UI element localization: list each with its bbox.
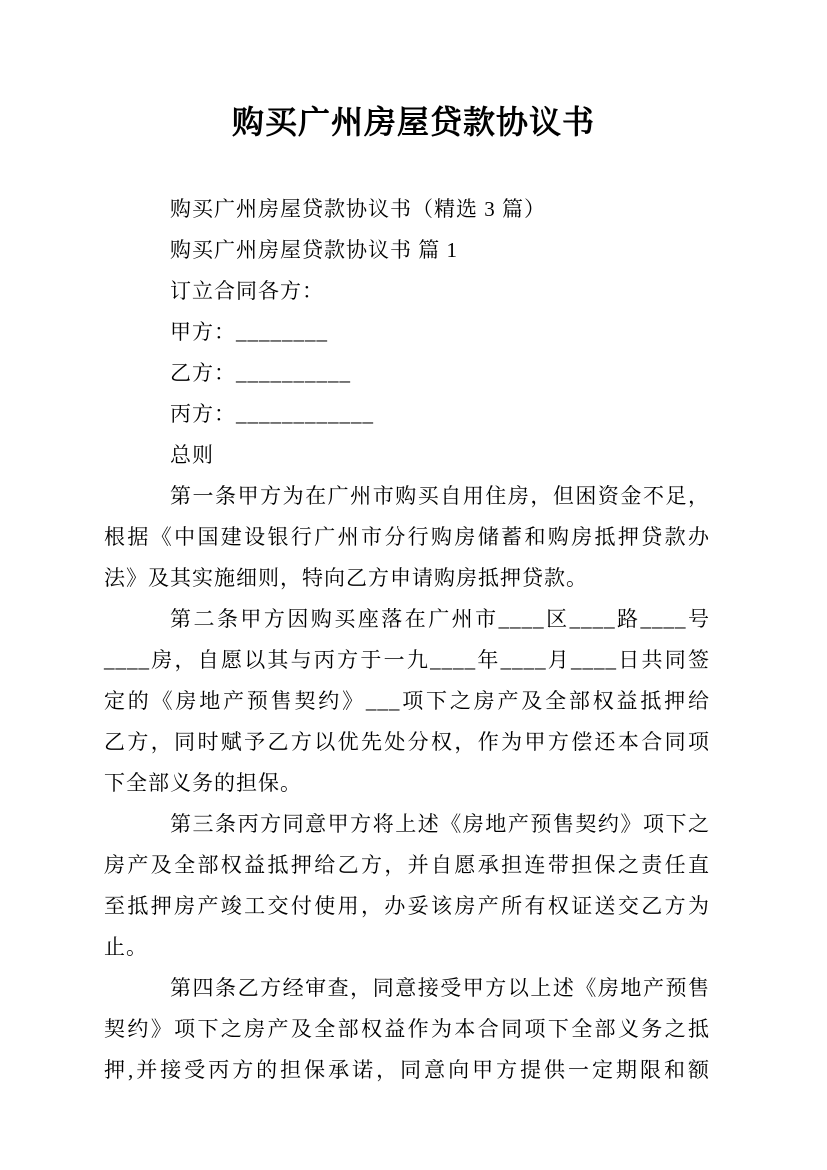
document-body [0, 189, 710, 1091]
text-line: 根据《中国建设银行广州市分行购房储蓄和购房抵押贷款办 [104, 525, 710, 549]
text-line: 定的《房地产预售契约》___项下之房产及全部权益抵押给 [104, 689, 710, 713]
text-line: 第三条丙方同意甲方将上述《房地产预售契约》项下之 [170, 812, 710, 836]
text-line: 订立合同各方： [170, 279, 324, 303]
text-line: 购买广州房屋贷款协议书 篇 1 [170, 238, 458, 262]
text-line: 丙方：____________ [170, 402, 374, 426]
text-line: 乙方，同时赋予乙方以优先处分权，作为甲方偿还本合同项 [104, 730, 710, 754]
text-line: 房产及全部权益抵押给乙方，并自愿承担连带担保之责任直 [104, 853, 710, 877]
text-line: ____房，自愿以其与丙方于一九____年____月____日共同签 [104, 648, 710, 672]
text-line: 至抵押房产竣工交付使用，办妥该房产所有权证送交乙方为 [104, 894, 710, 918]
text-line: 押,并接受丙方的担保承诺，同意向甲方提供一定期限和额 [104, 1058, 710, 1082]
text-line: 购买广州房屋贷款协议书（精选 3 篇） [170, 197, 546, 221]
text-line: 法》及其实施细则，特向乙方申请购房抵押贷款。 [104, 566, 588, 590]
text-line: 止。 [104, 935, 148, 959]
text-line: 第二条甲方因购买座落在广州市____区____路____号 [170, 607, 710, 631]
text-line: 乙方：__________ [170, 361, 351, 385]
text-line: 下全部义务的担保。 [104, 771, 302, 795]
text-line: 第四条乙方经审查，同意接受甲方以上述《房地产预售 [170, 976, 710, 1000]
text-line: 第一条甲方为在广州市购买自用住房，但困资金不足， [170, 484, 710, 508]
text-line: 总则 [170, 443, 214, 467]
text-line: 甲方：________ [170, 320, 328, 344]
document-title: 购买广州房屋贷款协议书 [231, 104, 595, 140]
text-line: 契约》项下之房产及全部权益作为本合同项下全部义务之抵 [104, 1017, 710, 1041]
